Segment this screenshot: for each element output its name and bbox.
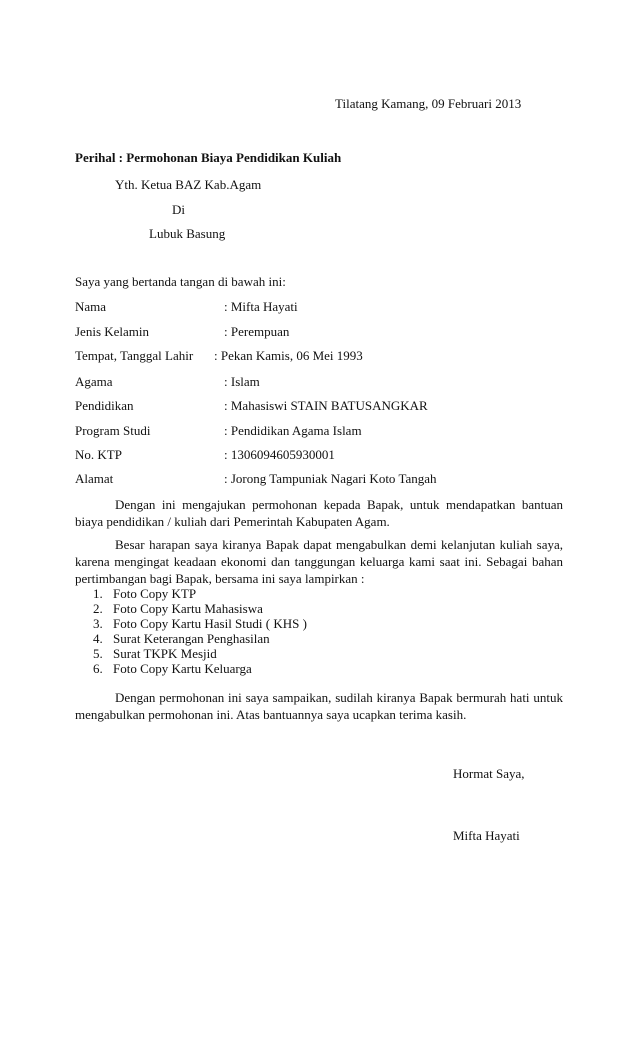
closing-salutation: Hormat Saya, <box>453 766 525 781</box>
list-item-number: 5. <box>93 646 103 661</box>
list-item <box>93 646 307 661</box>
place-date: Tilatang Kamang, 09 Februari 2013 <box>335 96 522 111</box>
list-item-number: 4. <box>93 631 103 646</box>
paragraph-hope: Besar harapan saya kiranya Bapak dapat mengabulkan demi kelanjutan kuliah saya, karena mengingat keadaan ekonomi dan tanggungan keluarga kami saat ini. Sebagai bahan pertimbangan bagi Bapak, bersama ini saya lampirkan : <box>75 537 563 586</box>
field-value-tempat-tanggal-lahir: : Pekan Kamis, 06 Mei 1993 <box>214 348 363 363</box>
signer-name: Mifta Hayati <box>453 828 520 843</box>
field-label-no-ktp: No. KTP <box>75 447 122 462</box>
list-item-text: Foto Copy KTP <box>113 586 197 601</box>
field-value-no-ktp: : 1306094605930001 <box>224 447 335 462</box>
list-item-number: 2. <box>93 601 103 616</box>
letter-subject: Perihal : Permohonan Biaya Pendidikan Kuliah <box>75 150 342 165</box>
list-item <box>93 586 307 601</box>
list-item-number: 3. <box>93 616 103 631</box>
attachment-list <box>93 586 307 676</box>
list-item-number: 6. <box>93 661 103 676</box>
list-item-text: Surat Keterangan Penghasilan <box>113 631 270 646</box>
field-label-agama: Agama <box>75 374 113 389</box>
list-item-text: Foto Copy Kartu Hasil Studi ( KHS ) <box>113 616 307 631</box>
field-value-nama: : Mifta Hayati <box>224 299 298 314</box>
recipient-line-2: Di <box>172 202 185 217</box>
field-value-alamat: : Jorong Tampuniak Nagari Koto Tangah <box>224 471 437 486</box>
paragraph-closing: Dengan permohonan ini saya sampaikan, sudilah kiranya Bapak bermurah hati untuk mengabulkan permohonan ini. Atas bantuannya saya ucapkan terima kasih. <box>75 690 563 722</box>
list-item-text: Surat TKPK Mesjid <box>113 646 217 661</box>
field-value-agama: : Islam <box>224 374 260 389</box>
list-item <box>93 616 307 631</box>
field-label-nama: Nama <box>75 299 107 314</box>
intro-line: Saya yang bertanda tangan di bawah ini: <box>75 274 286 289</box>
list-item-number: 1. <box>93 586 103 601</box>
field-value-program-studi: : Pendidikan Agama Islam <box>224 423 362 438</box>
list-item <box>93 661 307 676</box>
list-item-text: Foto Copy Kartu Keluarga <box>113 661 252 676</box>
field-value-jenis-kelamin: : Perempuan <box>224 324 290 339</box>
field-label-program-studi: Program Studi <box>75 423 151 438</box>
field-value-pendidikan: : Mahasiswi STAIN BATUSANGKAR <box>224 398 428 413</box>
recipient-line-1: Yth. Ketua BAZ Kab.Agam <box>115 177 262 192</box>
field-label-jenis-kelamin: Jenis Kelamin <box>75 324 150 339</box>
list-item <box>93 631 307 646</box>
field-label-pendidikan: Pendidikan <box>75 398 134 413</box>
list-item <box>93 601 307 616</box>
paragraph-request: Dengan ini mengajukan permohonan kepada Bapak, untuk mendapatkan bantuan biaya pendidikan / kuliah dari Pemerintah Kabupaten Agam. <box>75 497 563 529</box>
list-item-text: Foto Copy Kartu Mahasiswa <box>113 601 263 616</box>
field-label-tempat-tanggal-lahir: Tempat, Tanggal Lahir <box>75 348 194 363</box>
field-label-alamat: Alamat <box>75 471 114 486</box>
recipient-line-3: Lubuk Basung <box>149 226 226 241</box>
